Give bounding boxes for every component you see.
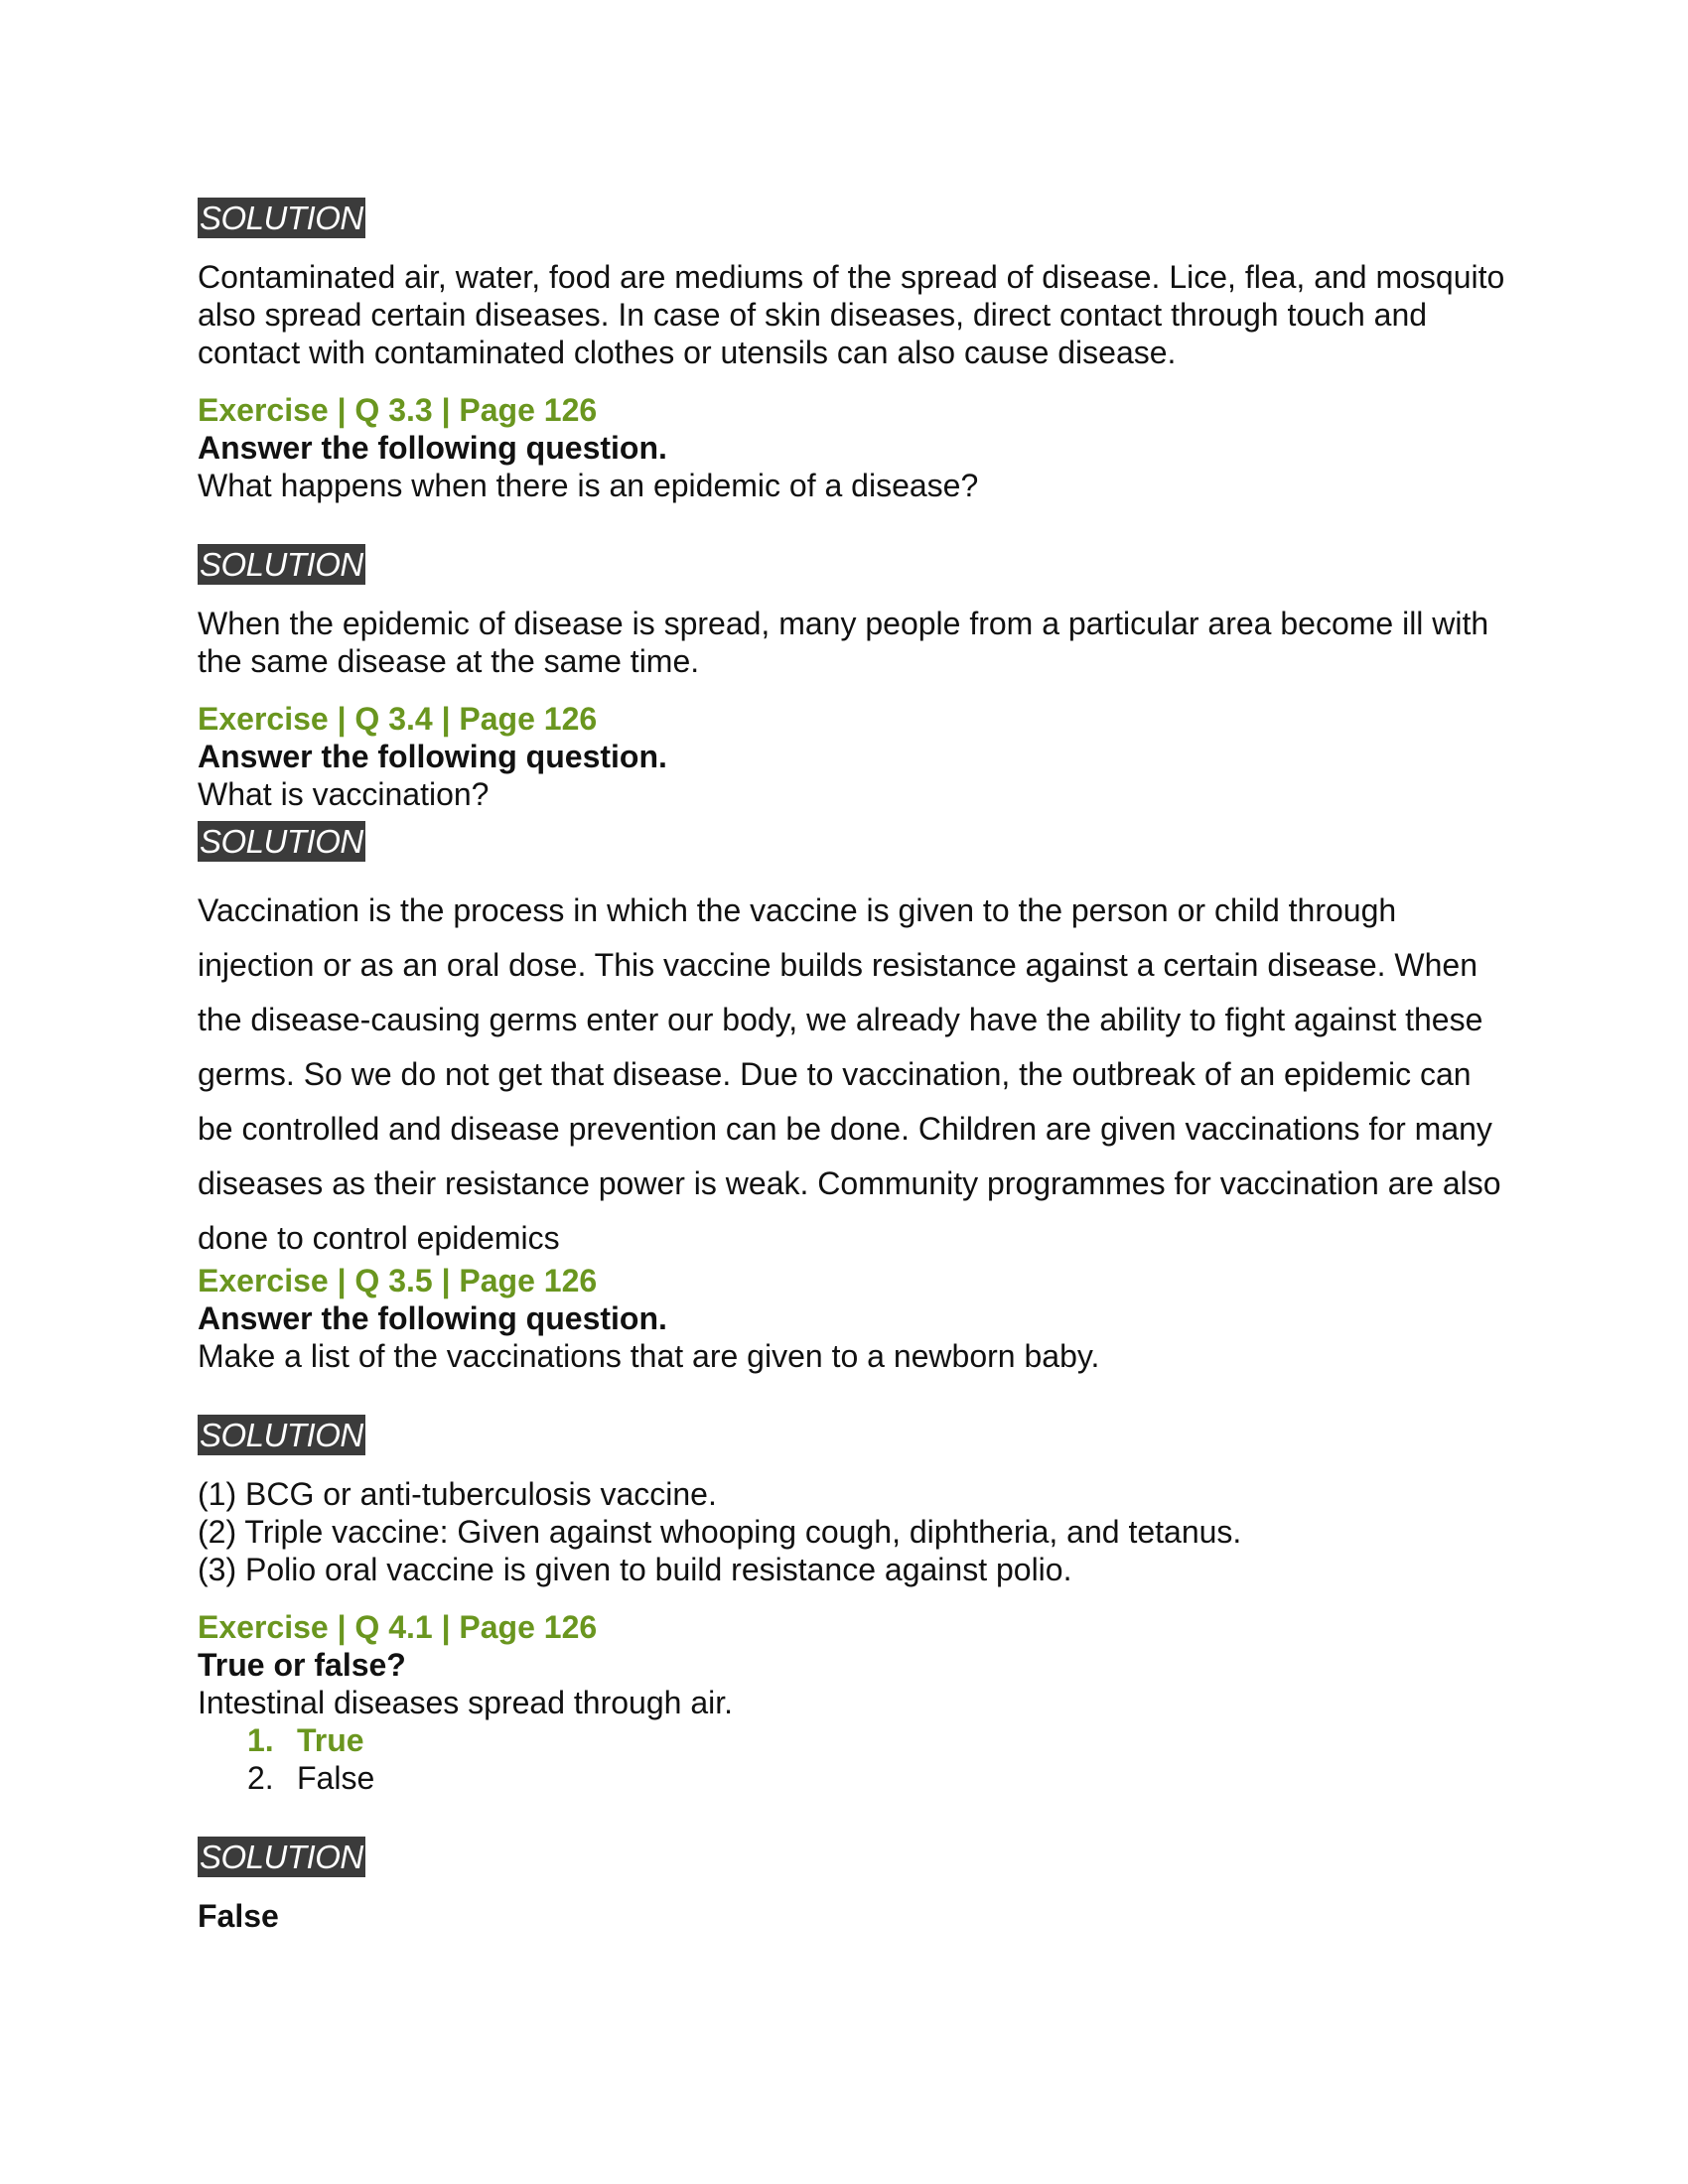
exercise-reference[interactable]: Exercise | Q 3.5 | Page 126 <box>198 1263 598 1298</box>
option-number: 2. <box>247 1760 274 1796</box>
exercise-reference[interactable]: Exercise | Q 3.4 | Page 126 <box>198 701 598 737</box>
question-type: Answer the following question. <box>198 1300 667 1336</box>
solution-list-item: (1) BCG or anti-tuberculosis vaccine. <box>198 1476 717 1512</box>
solution-list <box>198 1475 1508 1588</box>
document-page <box>198 198 1508 1935</box>
solution-badge: SOLUTION <box>200 1839 363 1875</box>
option-true[interactable] <box>247 1721 1508 1759</box>
question-text: What happens when there is an epidemic of a disease? <box>198 468 979 503</box>
solution-list-item: (2) Triple vaccine: Given against whooping cough, diphtheria, and tetanus. <box>198 1514 1242 1550</box>
question-type: Answer the following question. <box>198 430 667 466</box>
solution-badge: SOLUTION <box>200 823 363 860</box>
option-number: 1. <box>247 1722 274 1758</box>
option-label: True <box>297 1722 364 1758</box>
solution-text: Contaminated air, water, food are mediums of the spread of disease. Lice, flea, and mosquito also spread certain diseases. In case of skin diseases, direct contact through touch and contact with contaminated clothes or utensils can also cause disease. <box>198 259 1505 370</box>
exercise-reference[interactable]: Exercise | Q 3.3 | Page 126 <box>198 392 598 428</box>
solution-list-item: (3) Polio oral vaccine is given to build resistance against polio. <box>198 1552 1072 1587</box>
solution-text: When the epidemic of disease is spread, many people from a particular area become ill with the same disease at the same time. <box>198 606 1489 679</box>
question-text: Intestinal diseases spread through air. <box>198 1685 733 1720</box>
question-text: Make a list of the vaccinations that are given to a newborn baby. <box>198 1338 1100 1374</box>
option-label: False <box>297 1760 375 1796</box>
final-answer: False <box>198 1898 279 1934</box>
question-type: True or false? <box>198 1647 406 1683</box>
solution-badge: SOLUTION <box>200 1417 363 1453</box>
solution-text: Vaccination is the process in which the vaccine is given to the person or child through injection or as an oral dose. This vaccine builds resistance against a certain disease. When the disease-causing germs enter our body, we already have the ability to fight against these germs. So we do not get that disease. Due to vaccination, the outbreak of an epidemic can be controlled and disease prevention can be done. Children are given vaccinations for many diseases as their resistance power is weak. Community programmes for vaccination are also done to control epidemics <box>198 892 1501 1256</box>
solution-badge: SOLUTION <box>200 200 363 236</box>
question-text: What is vaccination? <box>198 776 490 812</box>
solution-badge: SOLUTION <box>200 546 363 583</box>
answer-options <box>198 1721 1508 1797</box>
exercise-reference[interactable]: Exercise | Q 4.1 | Page 126 <box>198 1609 598 1645</box>
option-false[interactable] <box>247 1759 1508 1797</box>
question-type: Answer the following question. <box>198 739 667 774</box>
